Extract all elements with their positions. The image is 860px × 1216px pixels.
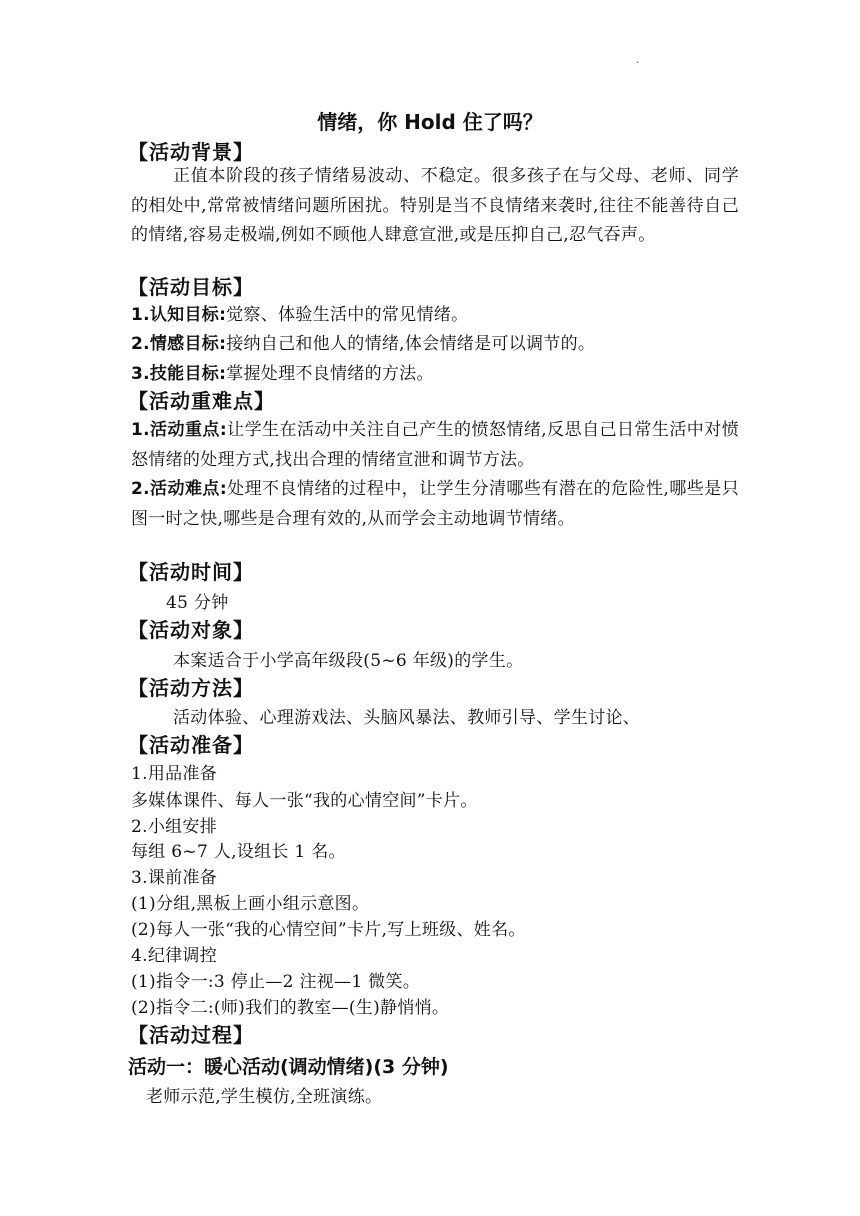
keypoint-lead: 2.活动难点: <box>131 479 227 499</box>
section-heading-prep: 【活动准备】 <box>128 733 254 757</box>
section-heading-time: 【活动时间】 <box>128 560 254 584</box>
prep-line: 1.用品准备 <box>131 764 218 784</box>
goal-lead: 2.情感目标: <box>131 334 227 354</box>
prep-line: 3.课前准备 <box>131 868 218 888</box>
prep-line: (1)指令一:3 停止—2 注视—1 微笑。 <box>131 972 421 992</box>
section-heading-method: 【活动方法】 <box>128 676 254 700</box>
goal-item <box>131 329 595 354</box>
keypoint-paragraph <box>131 475 739 534</box>
section-heading-goals: 【活动目标】 <box>128 275 254 299</box>
keypoint-paragraph <box>131 416 739 475</box>
section-heading-keypoints: 【活动重难点】 <box>128 389 275 413</box>
goal-lead: 1.认知目标: <box>131 305 227 325</box>
prep-line: (2)每人一张“我的心情空间”卡片,写上班级、姓名。 <box>131 920 526 940</box>
background-paragraph: 正值本阶段的孩子情绪易波动、不稳定。很多孩子在与父母、老师、同学的相处中,常常被情绪问题所困扰。特别是当不良情绪来袭时,往往不能善待自己的情绪,容易走极端,例如不顾他人肆意宣泄,或是压抑自己,忍气吞声。 <box>131 166 739 245</box>
goal-text: 觉察、体验生活中的常见情绪。 <box>226 305 469 325</box>
prep-line: 每组 6~7 人,设组长 1 名。 <box>131 842 346 862</box>
keypoint-lead: 1.活动重点: <box>131 420 227 440</box>
section-heading-process: 【活动过程】 <box>128 1023 254 1047</box>
section-heading-target: 【活动对象】 <box>128 618 254 642</box>
section-heading-background: 【活动背景】 <box>128 140 254 164</box>
method-text: 活动体验、心理游戏法、头脑风暴法、教师引导、学生讨论、 <box>173 708 641 728</box>
prep-line: (2)指令二:(师)我们的教室—(生)静悄悄。 <box>131 998 450 1018</box>
page-mark: · <box>636 58 640 69</box>
goal-lead: 3.技能目标: <box>131 364 227 384</box>
goal-text: 掌握处理不良情绪的方法。 <box>226 364 434 384</box>
activity-title: 活动一：暖心活动(调动情绪)(3 分钟) <box>128 1056 449 1078</box>
keypoint-text: 让学生在活动中关注自己产生的愤怒情绪,反思自己日常生活中对愤怒情绪的处理方式,找出合理的情绪宣泄和调节方法。 <box>131 420 740 470</box>
goal-item <box>131 359 434 384</box>
prep-line: 多媒体课件、每人一张“我的心情空间”卡片。 <box>131 791 478 811</box>
prep-line: 4.纪律调控 <box>131 946 218 966</box>
prep-line: 2.小组安排 <box>131 817 218 837</box>
keypoint-text: 处理不良情绪的过程中，让学生分清哪些有潜在的危险性,哪些是只图一时之快,哪些是合理有效的,从而学会主动地调节情绪。 <box>131 479 740 529</box>
document-title: 情绪，你 Hold 住了吗？ <box>317 110 543 134</box>
target-text: 本案适合于小学高年级段(5~6 年级)的学生。 <box>173 651 524 671</box>
goal-text: 接纳自己和他人的情绪,体会情绪是可以调节的。 <box>226 334 596 354</box>
goal-item <box>131 300 468 325</box>
time-text: 45 分钟 <box>166 593 229 613</box>
activity-text: 老师示范,学生模仿,全班演练。 <box>146 1087 383 1107</box>
prep-line: (1)分组,黑板上画小组示意图。 <box>131 894 370 914</box>
